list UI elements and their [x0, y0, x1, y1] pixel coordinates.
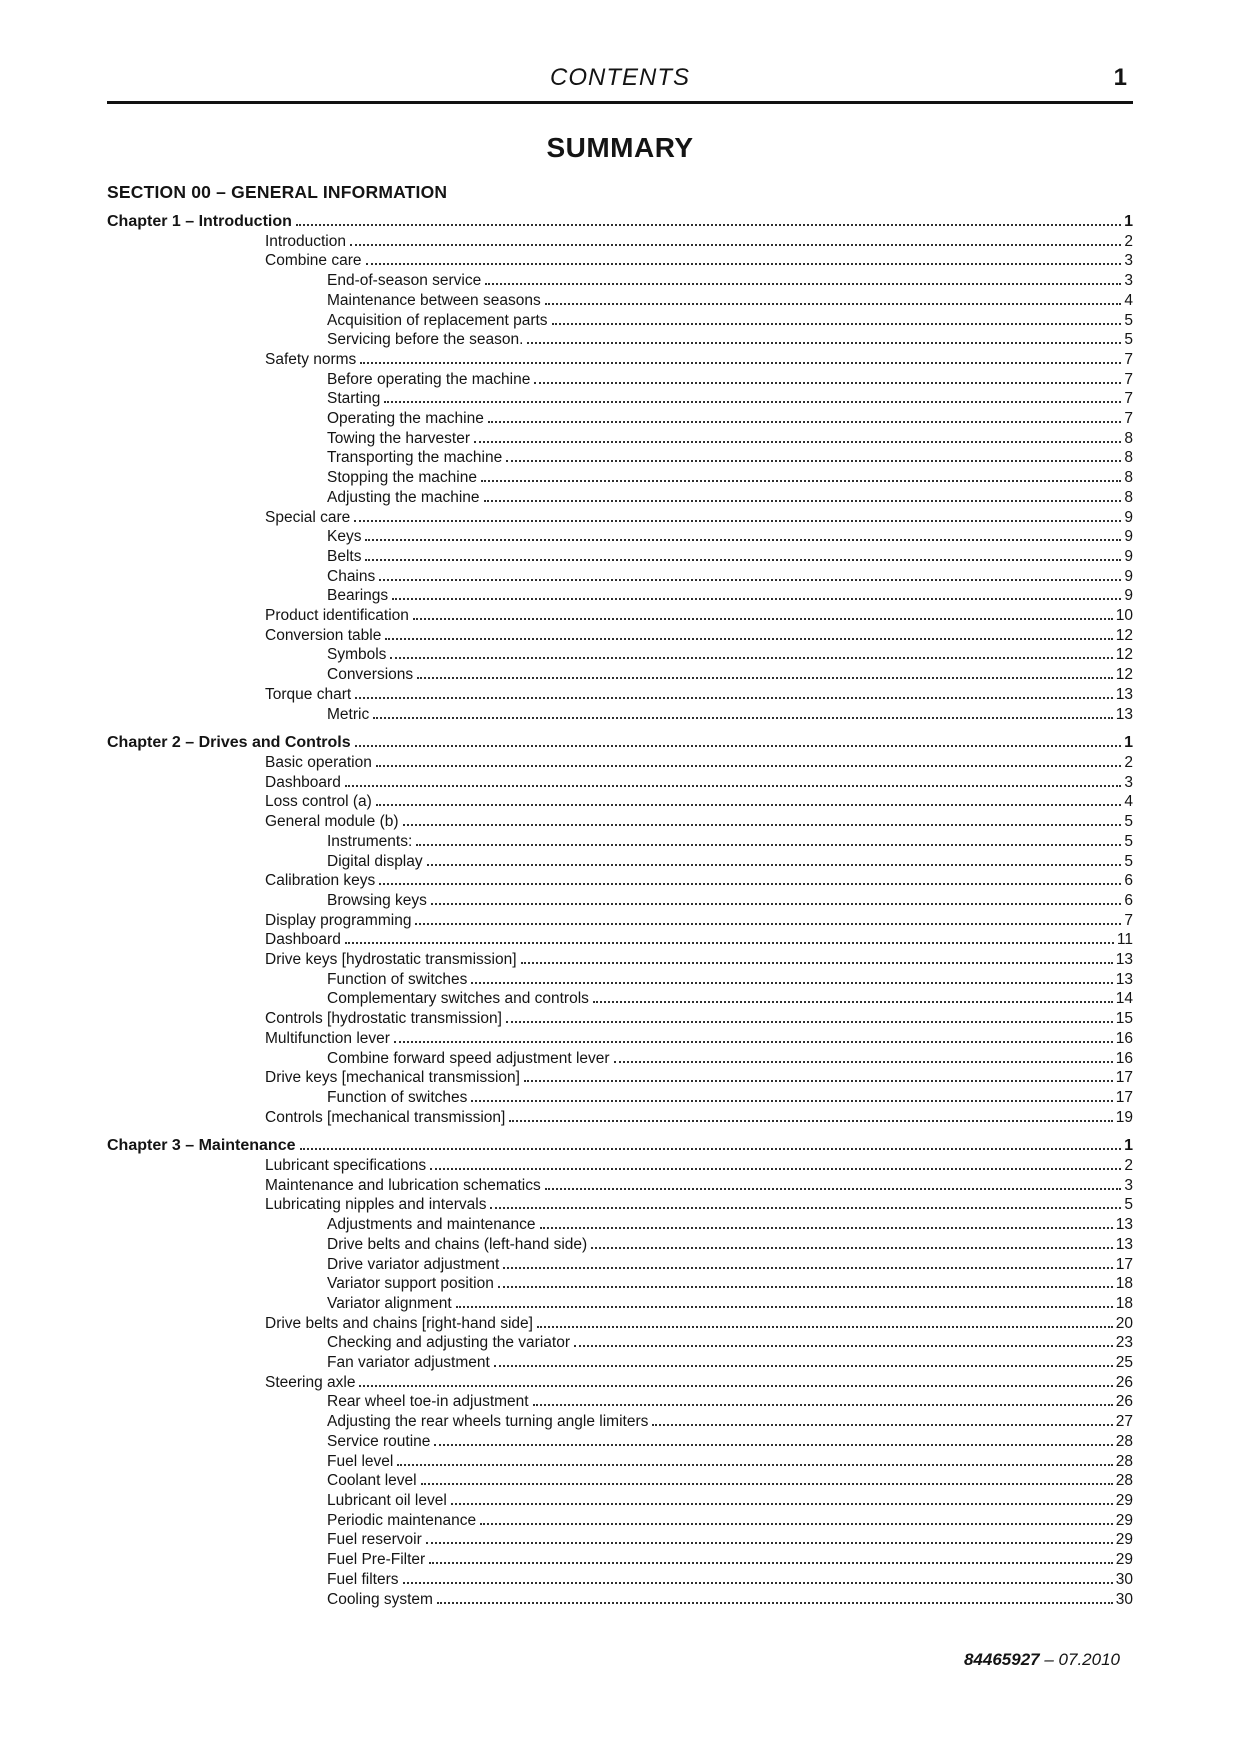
toc-entry	[107, 1294, 1133, 1314]
page-number: 5	[1124, 813, 1133, 831]
page-number: 17	[1115, 1255, 1133, 1273]
entry-label: Special care	[265, 508, 351, 526]
toc-entry	[107, 832, 1133, 852]
chapter-title: Chapter 3 – Maintenance	[107, 1137, 296, 1155]
dot-leader	[471, 1088, 1112, 1102]
dot-leader	[431, 891, 1121, 905]
entry-label: Adjusting the machine	[327, 488, 480, 506]
page-number: 27	[1115, 1413, 1133, 1431]
entry-label: Coolant level	[327, 1472, 417, 1490]
page-number: 17	[1115, 1088, 1133, 1106]
dot-leader	[385, 626, 1112, 640]
page-number: 5	[1124, 331, 1133, 349]
dot-leader	[373, 705, 1113, 719]
toc-entry	[107, 1590, 1133, 1610]
dot-leader	[503, 1255, 1112, 1269]
dot-leader	[429, 1550, 1113, 1564]
page-number: 6	[1124, 891, 1133, 909]
entry-label: Acquisition of replacement parts	[327, 311, 548, 329]
toc-entry	[107, 1570, 1133, 1590]
page-number: 5	[1124, 832, 1133, 850]
page-number: 2	[1124, 1157, 1133, 1175]
toc-entry	[107, 1550, 1133, 1570]
entry-label: Conversions	[327, 666, 414, 684]
entry-label: Controls [hydrostatic transmission]	[265, 1010, 502, 1028]
dot-leader	[524, 1068, 1113, 1082]
toc-entry	[107, 1373, 1133, 1393]
page-number: 13	[1115, 970, 1133, 988]
page-number: 14	[1115, 990, 1133, 1008]
dot-leader	[355, 685, 1113, 699]
entry-label: Maintenance between seasons	[327, 291, 541, 309]
entry-label: Multifunction lever	[265, 1029, 390, 1047]
entry-label: Calibration keys	[265, 872, 376, 890]
toc-entry	[107, 1088, 1133, 1108]
entry-label: Basic operation	[265, 753, 372, 771]
entry-label: Fan variator adjustment	[327, 1354, 490, 1372]
dot-leader	[481, 468, 1121, 482]
entry-label: Introduction	[265, 232, 346, 250]
page-number: 29	[1115, 1511, 1133, 1529]
toc-entry	[107, 389, 1133, 409]
entry-label: Symbols	[327, 646, 387, 664]
page-number: 28	[1115, 1432, 1133, 1450]
dot-leader	[300, 1136, 1122, 1150]
dot-leader	[376, 792, 1122, 806]
entry-label: Service routine	[327, 1432, 431, 1450]
page-number: 1	[1124, 1137, 1133, 1155]
toc-entry	[107, 232, 1133, 252]
summary-title: SUMMARY	[546, 132, 694, 163]
page-number: 8	[1124, 488, 1133, 506]
page-number: 3	[1124, 1176, 1133, 1194]
dot-leader	[384, 389, 1121, 403]
page-number: 13	[1115, 951, 1133, 969]
page-number: 2	[1124, 753, 1133, 771]
page-number: 8	[1124, 449, 1133, 467]
entry-label: End-of-season service	[327, 272, 482, 290]
page-number: 10	[1115, 607, 1133, 625]
footer-part-number: 84465927	[963, 1650, 1040, 1669]
dot-leader	[591, 1235, 1113, 1249]
dot-leader	[484, 488, 1122, 502]
entry-label: Towing the harvester	[327, 429, 471, 447]
toc-entry	[107, 970, 1133, 990]
page-number: 13	[1115, 685, 1133, 703]
toc-entry	[107, 330, 1133, 350]
dot-leader	[509, 1108, 1112, 1122]
toc-entry	[107, 1195, 1133, 1215]
toc-entry	[107, 251, 1133, 271]
toc-entry	[107, 488, 1133, 508]
toc-entry	[107, 626, 1133, 646]
dot-leader	[456, 1294, 1113, 1308]
entry-label: Loss control (a)	[265, 793, 372, 811]
page-number: 7	[1124, 370, 1133, 388]
toc-entry	[107, 989, 1133, 1009]
dot-leader	[392, 586, 1121, 600]
page-number: 9	[1124, 528, 1133, 546]
entry-label: Fuel filters	[327, 1570, 399, 1588]
page-number: 28	[1115, 1472, 1133, 1490]
toc-entry	[107, 1511, 1133, 1531]
toc-entry	[107, 1049, 1133, 1069]
page-number: 16	[1115, 1029, 1133, 1047]
header-rule	[107, 101, 1133, 104]
toc-entry	[107, 852, 1133, 872]
toc-entry	[107, 1009, 1133, 1029]
dot-leader	[376, 753, 1122, 767]
page-number: 9	[1124, 547, 1133, 565]
toc-entry	[107, 1333, 1133, 1353]
dot-leader	[366, 251, 1122, 265]
dot-leader	[494, 1353, 1113, 1367]
entry-label: Controls [mechanical transmission]	[265, 1108, 506, 1126]
entry-label: Steering axle	[265, 1373, 356, 1391]
page-number: 1	[1124, 213, 1133, 230]
chapter-title: Chapter 2 – Drives and Controls	[107, 734, 351, 752]
dot-leader	[430, 1156, 1121, 1170]
entry-label: Adjusting the rear wheels turning angle limiters	[327, 1413, 649, 1431]
page-number: 6	[1124, 872, 1133, 890]
entry-label: Stopping the machine	[327, 469, 477, 487]
page-number: 25	[1115, 1354, 1133, 1372]
page-number: 3	[1124, 272, 1133, 290]
entry-label: Conversion table	[265, 626, 382, 644]
toc-entry	[107, 1255, 1133, 1275]
entry-label: Drive belts and chains (left-hand side)	[327, 1235, 588, 1253]
entry-label: Metric	[327, 705, 370, 723]
page-number: 4	[1124, 291, 1133, 309]
dot-leader	[506, 448, 1121, 462]
page-number: 3	[1124, 252, 1133, 270]
chapter-row	[107, 1136, 1133, 1156]
toc-entry	[107, 350, 1133, 370]
toc-entry	[107, 448, 1133, 468]
entry-label: Cooling system	[327, 1590, 433, 1608]
page-number: 13	[1115, 1235, 1133, 1253]
dot-leader	[527, 330, 1121, 344]
toc-entry	[107, 773, 1133, 793]
toc-entry	[107, 1215, 1133, 1235]
toc-entry	[107, 1156, 1133, 1176]
page-number: 9	[1124, 508, 1133, 526]
dot-leader	[403, 1570, 1113, 1584]
entry-label: Product identification	[265, 607, 409, 625]
entry-label: Lubricating nipples and intervals	[265, 1196, 487, 1214]
entry-label: Function of switches	[327, 1088, 468, 1106]
dot-leader	[434, 1432, 1112, 1446]
contents-title: CONTENTS	[550, 64, 690, 91]
dot-leader	[397, 1452, 1112, 1466]
entry-label: Dashboard	[265, 773, 341, 791]
entry-label: Bearings	[327, 587, 389, 605]
page-number: 26	[1115, 1393, 1133, 1411]
page-number: 26	[1115, 1373, 1133, 1391]
toc-entry	[107, 586, 1133, 606]
footer	[964, 1650, 1120, 1670]
dot-leader	[471, 970, 1112, 984]
dot-leader	[350, 232, 1121, 246]
page-number: 5	[1124, 311, 1133, 329]
page-number: 20	[1115, 1314, 1133, 1332]
dot-leader	[421, 1471, 1113, 1485]
dot-leader	[652, 1412, 1112, 1426]
page-number: 5	[1124, 1196, 1133, 1214]
page-number: 17	[1115, 1069, 1133, 1087]
toc-entry	[107, 1491, 1133, 1511]
toc-entry	[107, 271, 1133, 291]
page-number: 3	[1124, 773, 1133, 791]
entry-label: Fuel reservoir	[327, 1531, 422, 1549]
entry-label: Instruments:	[327, 832, 413, 850]
page-number: 29	[1115, 1551, 1133, 1569]
dot-leader	[534, 370, 1121, 384]
dot-leader	[474, 429, 1121, 443]
dot-leader	[345, 773, 1122, 787]
dot-leader	[413, 606, 1113, 620]
dot-leader	[480, 1511, 1113, 1525]
page-number: 18	[1115, 1294, 1133, 1312]
page-number: 23	[1115, 1334, 1133, 1352]
dot-leader	[498, 1274, 1113, 1288]
dot-leader	[437, 1590, 1113, 1604]
toc-entry	[107, 1274, 1133, 1294]
entry-label: Fuel Pre-Filter	[327, 1551, 426, 1569]
entry-label: Variator alignment	[327, 1294, 452, 1312]
toc-entry	[107, 1029, 1133, 1049]
toc-entry	[107, 1452, 1133, 1472]
dot-leader	[415, 911, 1121, 925]
dot-leader	[296, 212, 1121, 226]
dot-leader	[574, 1333, 1113, 1347]
dot-leader	[359, 1373, 1112, 1387]
page-number: 16	[1115, 1049, 1133, 1067]
entry-label: Torque chart	[265, 685, 352, 703]
header-page-number: 1	[1113, 64, 1127, 91]
page-number: 19	[1115, 1108, 1133, 1126]
dot-leader	[485, 271, 1121, 285]
entry-label: Lubricant specifications	[265, 1157, 427, 1175]
dot-leader	[345, 930, 1114, 944]
page-number: 30	[1115, 1590, 1133, 1608]
page-number: 13	[1115, 1216, 1133, 1234]
page-number: 7	[1124, 410, 1133, 428]
page-number: 9	[1124, 587, 1133, 605]
entry-label: Starting	[327, 390, 381, 408]
toc-entry	[107, 291, 1133, 311]
toc-entry	[107, 645, 1133, 665]
entry-label: Dashboard	[265, 931, 341, 949]
entry-label: Checking and adjusting the variator	[327, 1334, 570, 1352]
dot-leader	[540, 1215, 1113, 1229]
dot-leader	[416, 832, 1121, 846]
dot-leader	[614, 1049, 1113, 1063]
toc-entry	[107, 1471, 1133, 1491]
entry-label: General module (b)	[265, 813, 399, 831]
dot-leader	[360, 350, 1121, 364]
footer-date: 07.2010	[1058, 1650, 1120, 1669]
toc-entry	[107, 1353, 1133, 1373]
page-number: 18	[1115, 1275, 1133, 1293]
toc-entry	[107, 567, 1133, 587]
page-number: 5	[1124, 852, 1133, 870]
footer-separator: –	[1044, 1650, 1054, 1669]
toc-entry	[107, 606, 1133, 626]
toc-entry	[107, 871, 1133, 891]
toc-entry	[107, 930, 1133, 950]
entry-label: Variator support position	[327, 1275, 494, 1293]
dot-leader	[521, 950, 1113, 964]
entry-label: Function of switches	[327, 970, 468, 988]
dot-leader	[390, 645, 1112, 659]
toc-entry	[107, 1235, 1133, 1255]
entry-label: Chains	[327, 567, 376, 585]
page-number: 29	[1115, 1492, 1133, 1509]
dot-leader	[403, 812, 1122, 826]
toc-entry	[107, 547, 1133, 567]
dot-leader	[533, 1392, 1113, 1406]
page-number: 4	[1124, 793, 1133, 811]
page-number: 12	[1115, 646, 1133, 664]
toc-entry	[107, 1530, 1133, 1550]
page-number: 9	[1124, 567, 1133, 585]
entry-label: Rear wheel toe-in adjustment	[327, 1393, 529, 1411]
page-number: 8	[1124, 469, 1133, 487]
dot-leader	[394, 1029, 1113, 1043]
toc-entry	[107, 1108, 1133, 1128]
entry-label: Adjustments and maintenance	[327, 1216, 536, 1234]
entry-label: Safety norms	[265, 350, 357, 368]
dot-leader	[593, 989, 1113, 1003]
dot-leader	[537, 1314, 1113, 1328]
toc-entry	[107, 1068, 1133, 1088]
dot-leader	[354, 508, 1121, 522]
toc-entry	[107, 1392, 1133, 1412]
toc-entry	[107, 950, 1133, 970]
entry-label: Fuel level	[327, 1452, 394, 1470]
entry-label: Drive belts and chains [right-hand side]	[265, 1314, 533, 1332]
entry-label: Digital display	[327, 852, 423, 870]
entry-label: Before operating the machine	[327, 370, 531, 388]
toc-entry	[107, 429, 1133, 449]
dot-leader	[488, 409, 1122, 423]
dot-leader	[426, 1530, 1113, 1544]
running-header	[107, 64, 1133, 94]
toc-entry	[107, 1432, 1133, 1452]
page-number: 12	[1115, 666, 1133, 684]
dot-leader	[545, 1176, 1122, 1190]
entry-label: Drive variator adjustment	[327, 1255, 500, 1273]
toc-entry	[107, 370, 1133, 390]
page-number: 2	[1124, 232, 1133, 250]
toc-entry	[107, 1176, 1133, 1196]
dot-leader	[365, 527, 1121, 541]
table-of-contents	[107, 182, 1133, 1609]
page-number: 1	[1124, 734, 1133, 752]
entry-label: Combine forward speed adjustment lever	[327, 1049, 610, 1067]
toc-entry	[107, 665, 1133, 685]
entry-label: Periodic maintenance	[327, 1511, 477, 1529]
toc-entry	[107, 891, 1133, 911]
dot-leader	[490, 1195, 1121, 1209]
page-number: 28	[1115, 1452, 1133, 1470]
toc-entry	[107, 311, 1133, 331]
dot-leader	[379, 871, 1121, 885]
toc-entry	[107, 508, 1133, 528]
entry-label: Display programming	[265, 911, 412, 929]
toc-entry	[107, 753, 1133, 773]
dot-leader	[417, 665, 1113, 679]
page-number: 7	[1124, 911, 1133, 929]
toc-entry	[107, 1412, 1133, 1432]
entry-label: Maintenance and lubrication schematics	[265, 1176, 541, 1194]
entry-label: Drive keys [hydrostatic transmission]	[265, 951, 517, 969]
page-number: 7	[1124, 350, 1133, 368]
page-number: 8	[1124, 429, 1133, 447]
dot-leader	[365, 547, 1121, 561]
toc-entry	[107, 812, 1133, 832]
toc-entry	[107, 705, 1133, 725]
entry-label: Transporting the machine	[327, 449, 503, 467]
entry-label: Servicing before the season.	[327, 331, 524, 349]
page-number: 7	[1124, 390, 1133, 408]
toc-entry	[107, 527, 1133, 547]
entry-label: Complementary switches and controls	[327, 990, 589, 1008]
page-number: 12	[1115, 626, 1133, 644]
entry-label: Keys	[327, 528, 362, 546]
dot-leader	[451, 1491, 1113, 1505]
page-number: 11	[1116, 931, 1133, 949]
section-heading: SECTION 00 – GENERAL INFORMATION	[107, 182, 448, 202]
entry-label: Combine care	[265, 252, 362, 270]
toc-entry	[107, 1314, 1133, 1334]
entry-label: Belts	[327, 547, 362, 565]
dot-leader	[545, 291, 1122, 305]
toc-entry	[107, 911, 1133, 931]
entry-label: Operating the machine	[327, 410, 484, 428]
dot-leader	[355, 733, 1121, 747]
toc-entry	[107, 792, 1133, 812]
toc-entry	[107, 409, 1133, 429]
dot-leader	[506, 1009, 1113, 1023]
entry-label: Lubricant oil level	[327, 1492, 447, 1509]
page-number: 29	[1115, 1531, 1133, 1549]
entry-label: Drive keys [mechanical transmission]	[265, 1069, 520, 1087]
page-number: 13	[1115, 705, 1133, 723]
toc-entry	[107, 685, 1133, 705]
page-number: 15	[1115, 1010, 1133, 1028]
dot-leader	[552, 311, 1122, 325]
toc-entry	[107, 468, 1133, 488]
dot-leader	[427, 852, 1122, 866]
entry-label: Browsing keys	[327, 891, 427, 909]
dot-leader	[379, 567, 1121, 581]
page-number: 30	[1115, 1570, 1133, 1588]
chapter-row	[107, 733, 1133, 753]
chapter-title: Chapter 1 – Introduction	[107, 213, 292, 230]
chapter-row	[107, 212, 1133, 232]
